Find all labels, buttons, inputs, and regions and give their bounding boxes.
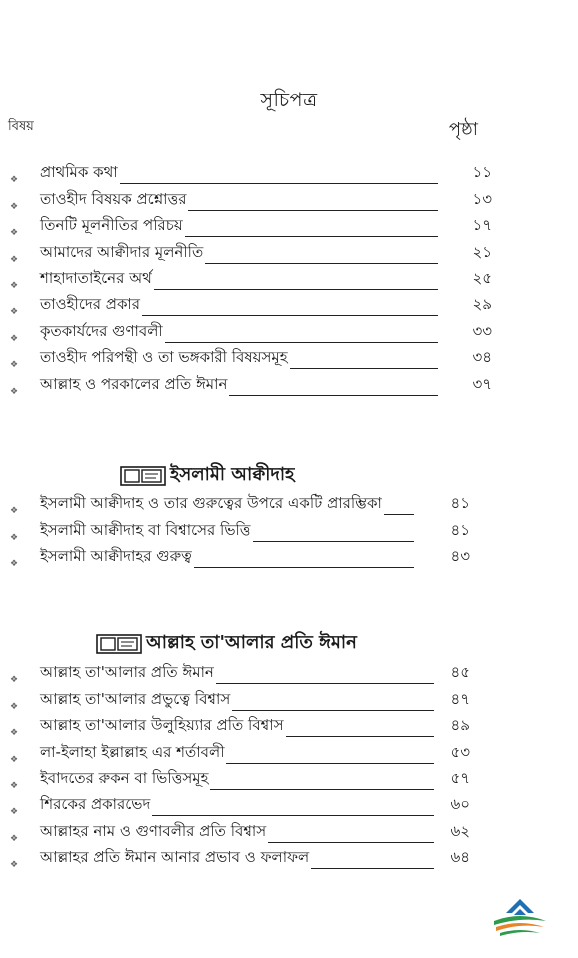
- toc-entry: [0, 347, 578, 373]
- leader-line: [311, 868, 434, 869]
- toc-entry-page: ৪১: [450, 520, 470, 539]
- toc-entry: [0, 215, 578, 241]
- toc-entry-page: ৪১: [450, 494, 470, 513]
- toc-entry-title: আল্লাহ ও পরকালের প্রতি ঈমান: [40, 374, 228, 393]
- bullet-icon: ❖: [10, 780, 19, 791]
- toc-entry-page: ৫৩: [450, 742, 470, 761]
- toc-entry-page: ২৯: [472, 295, 492, 314]
- bullet-icon: ❖: [10, 833, 19, 844]
- toc-entry-page: ৩৪: [472, 348, 492, 367]
- toc-entry-title: লা-ইলাহা ইল্লাল্লাহ এর শর্তাবলী: [40, 742, 225, 761]
- toc-entry-page: ৪৭: [450, 689, 470, 708]
- toc-entry-title: শাহাদাতাইনের অর্থ: [40, 268, 152, 287]
- section-heading-text: ইসলামী আক্বীদাহ: [170, 464, 295, 485]
- toc-entry-page: ২১: [472, 242, 492, 261]
- toc-entry-title: আল্লাহ তা'আলার প্রতি ঈমান: [40, 663, 214, 682]
- toc-entry-page: ৪৫: [450, 663, 470, 682]
- toc-entry: [0, 373, 578, 399]
- bullet-icon: ❖: [10, 675, 19, 686]
- bullet-icon: ❖: [10, 228, 19, 239]
- bullet-icon: ❖: [10, 254, 19, 265]
- toc-entry-title: প্রাথমিক কথা: [40, 163, 118, 182]
- toc-entry-title: শিরকের প্রকারভেদ: [40, 795, 151, 814]
- toc-section-1: [0, 162, 578, 400]
- section-heading-islamic-aqidah: [120, 460, 295, 491]
- toc-entry-title: ইবাদতের রুকন বা ভিত্তিসমূহ: [40, 768, 209, 787]
- toc-entry: [0, 715, 578, 741]
- toc-section-2: [0, 493, 578, 572]
- leader-line: [165, 342, 438, 343]
- leader-line: [226, 763, 434, 764]
- toc-entry: [0, 320, 578, 346]
- toc-entry: [0, 768, 578, 794]
- bullet-icon: ❖: [10, 754, 19, 765]
- toc-entry-title: তাওহীদ বিষয়ক প্রশ্নোত্তর: [40, 189, 187, 208]
- toc-entry-page: ১১: [472, 163, 492, 182]
- toc-entry-page: ৬৪: [450, 848, 470, 867]
- toc-entry-page: ৪৩: [450, 547, 470, 566]
- toc-entry-title: ইসলামী আক্বীদাহ বা বিশ্বাসের ভিত্তি: [40, 520, 251, 539]
- toc-entry-title: ইসলামী আক্বীদাহর গুরুত্ব: [40, 547, 192, 566]
- bullet-icon: ❖: [10, 506, 19, 517]
- toc-entry-page: ২৫: [472, 268, 492, 287]
- subject-column-label: বিষয়: [8, 119, 34, 134]
- toc-entry-title: আল্লাহ তা'আলার প্রভুত্বে বিশ্বাস: [40, 689, 231, 708]
- leader-line: [268, 842, 434, 843]
- bullet-icon: ❖: [10, 360, 19, 371]
- leader-line: [194, 567, 414, 568]
- leader-line: [216, 683, 434, 684]
- toc-entry: [0, 546, 578, 572]
- leader-line: [290, 368, 438, 369]
- bullet-icon: ❖: [10, 860, 19, 871]
- toc-entry-page: ১৩: [472, 189, 492, 208]
- toc-entry: [0, 741, 578, 767]
- toc-entry: [0, 241, 578, 267]
- toc-entry: [0, 519, 578, 545]
- leader-line: [188, 210, 438, 211]
- toc-entry-page: ৫৭: [450, 768, 470, 787]
- toc-entry: [0, 688, 578, 714]
- publisher-logo: [490, 895, 550, 939]
- toc-entry: [0, 662, 578, 688]
- page-title: সূচিপত্র: [260, 89, 318, 111]
- leader-line: [229, 395, 438, 396]
- toc-entry: [0, 294, 578, 320]
- toc-entry-page: ৬২: [450, 821, 470, 840]
- bullet-icon: ❖: [10, 386, 19, 397]
- leader-line: [205, 263, 438, 264]
- leader-line: [286, 736, 434, 737]
- toc-entry-page: ৩৭: [472, 374, 492, 393]
- leader-line: [232, 710, 434, 711]
- leader-line: [152, 815, 434, 816]
- toc-entry-title: তাওহীদ পরিপন্থী ও তা ভঙ্গকারী বিষয়সমূহ: [40, 348, 288, 367]
- section-heading-allah-iman: [96, 628, 357, 659]
- bullet-icon: ❖: [10, 307, 19, 318]
- toc-entry: [0, 162, 578, 188]
- toc-entry-page: ৪৯: [450, 716, 470, 735]
- leader-line: [120, 183, 438, 184]
- bullet-icon: ❖: [10, 280, 19, 291]
- bullet-icon: ❖: [10, 333, 19, 344]
- toc-entry-title: ইসলামী আক্বীদাহ ও তার গুরুত্বের উপরে একটি প্রারম্ভিকা: [40, 494, 382, 513]
- leader-line: [185, 236, 438, 237]
- leader-line: [154, 289, 438, 290]
- toc-entry: [0, 847, 578, 873]
- toc-entry-title: তাওহীদের প্রকার: [40, 295, 141, 314]
- page-column-label: পৃষ্ঠা: [448, 119, 478, 140]
- toc-entry: [0, 493, 578, 519]
- leader-line: [210, 789, 434, 790]
- bullet-icon: ❖: [10, 201, 19, 212]
- toc-entry-title: আল্লাহর প্রতি ঈমান আনার প্রভাব ও ফলাফল: [40, 848, 310, 867]
- toc-entry-page: ৩৩: [472, 321, 492, 340]
- leader-line: [142, 315, 438, 316]
- toc-section-3: [0, 662, 578, 873]
- section-heading-text: আল্লাহ তা'আলার প্রতি ঈমান: [146, 632, 357, 653]
- bullet-icon: ❖: [10, 807, 19, 818]
- bullet-icon: ❖: [10, 175, 19, 186]
- bullet-icon: ❖: [10, 532, 19, 543]
- book-icon: [120, 465, 166, 487]
- leader-line: [384, 514, 414, 515]
- bullet-icon: ❖: [10, 559, 19, 570]
- toc-entry-title: তিনটি মূলনীতির পরিচয়: [40, 216, 183, 235]
- toc-entry-title: আল্লাহ তা'আলার উলুহিয়্যার প্রতি বিশ্বাস: [40, 716, 284, 735]
- toc-entry-title: আল্লাহর নাম ও গুণাবলীর প্রতি বিশ্বাস: [40, 821, 267, 840]
- toc-entry: [0, 794, 578, 820]
- toc-entry-title: আমাদের আক্বীদার মূলনীতি: [40, 242, 204, 261]
- book-icon: [96, 633, 142, 655]
- toc-entry: [0, 268, 578, 294]
- toc-entry: [0, 188, 578, 214]
- toc-entry-title: কৃতকার্যদের গুণাবলী: [40, 321, 163, 340]
- bullet-icon: ❖: [10, 701, 19, 712]
- toc-entry-page: ১৭: [472, 216, 492, 235]
- bullet-icon: ❖: [10, 728, 19, 739]
- leader-line: [253, 541, 414, 542]
- toc-entry-page: ৬০: [450, 795, 470, 814]
- toc-entry: [0, 820, 578, 846]
